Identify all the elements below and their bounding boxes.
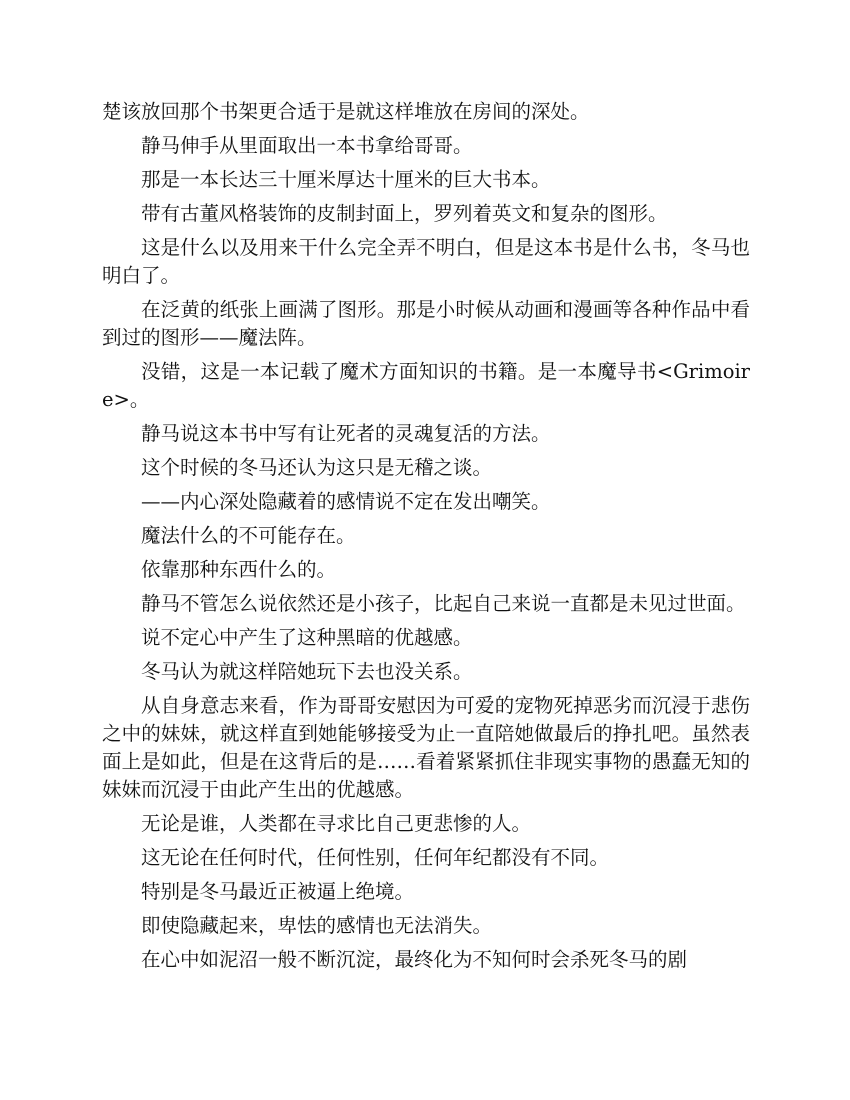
paragraph-10: ——内心深处隐藏着的感情说不定在发出嘲笑。 (141, 490, 551, 513)
paragraph-3: 那是一本长达三十厘米厚达十厘米的巨大书本。 (141, 168, 551, 191)
paragraph-2: 静马伸手从里面取出一本书拿给哥哥。 (141, 134, 473, 157)
paragraph-14: 说不定心中产生了这种黑暗的优越感。 (141, 626, 473, 649)
paragraph-18: 这无论在任何时代，任何性别，任何年纪都没有不同。 (141, 846, 610, 869)
paragraph-6: 在泛黄的纸张上画满了图形。那是小时候从动画和漫画等各种作品中看到过的图形——魔法阵。 (102, 298, 750, 349)
paragraph-8: 静马说这本书中写有让死者的灵魂复活的方法。 (141, 422, 551, 445)
paragraph-4: 带有古董风格装饰的皮制封面上，罗列着英文和复杂的图形。 (141, 202, 668, 225)
paragraph-13: 静马不管怎么说依然还是小孩子，比起自己来说一直都是未见过世面。 (141, 592, 746, 615)
paragraph-17: 无论是谁，人类都在寻求比自己更悲惨的人。 (141, 812, 532, 835)
paragraph-19: 特别是冬马最近正被逼上绝境。 (141, 880, 415, 903)
paragraph-5: 这是什么以及用来干什么完全弄不明白，但是这本书是什么书，冬马也明白了。 (102, 236, 750, 287)
paragraph-20: 即使隐藏起来，卑怯的感情也无法消失。 (141, 914, 493, 937)
paragraph-9: 这个时候的冬马还认为这只是无稽之谈。 (141, 456, 493, 479)
paragraph-1: 楚该放回那个书架更合适于是就这样堆放在房间的深处。 (102, 100, 590, 123)
paragraph-21: 在心中如泥沼一般不断沉淀，最终化为不知何时会杀死冬马的剧 (141, 948, 688, 971)
paragraph-16: 从自身意志来看，作为哥哥安慰因为可爱的宠物死掉恶劣而沉浸于悲伤之中的妹妹，就这样直到她能够接受为止一直陪她做最后的挣扎吧。虽然表面上是如此，但是在这背后的是……看着紧紧抓住非现实事物的愚蠢无知的妹妹而沉浸于由此产生出的优越感。 (102, 694, 750, 801)
novel-text (102, 98, 750, 980)
paragraph-7: 没错，这是一本记载了魔术方面知识的书籍。是一本魔导书<Grimoire>。 (102, 360, 750, 411)
paragraph-15: 冬马认为就这样陪她玩下去也没关系。 (141, 660, 473, 683)
paragraph-12: 依靠那种东西什么的。 (141, 558, 337, 581)
paragraph-11: 魔法什么的不可能存在。 (141, 524, 356, 547)
